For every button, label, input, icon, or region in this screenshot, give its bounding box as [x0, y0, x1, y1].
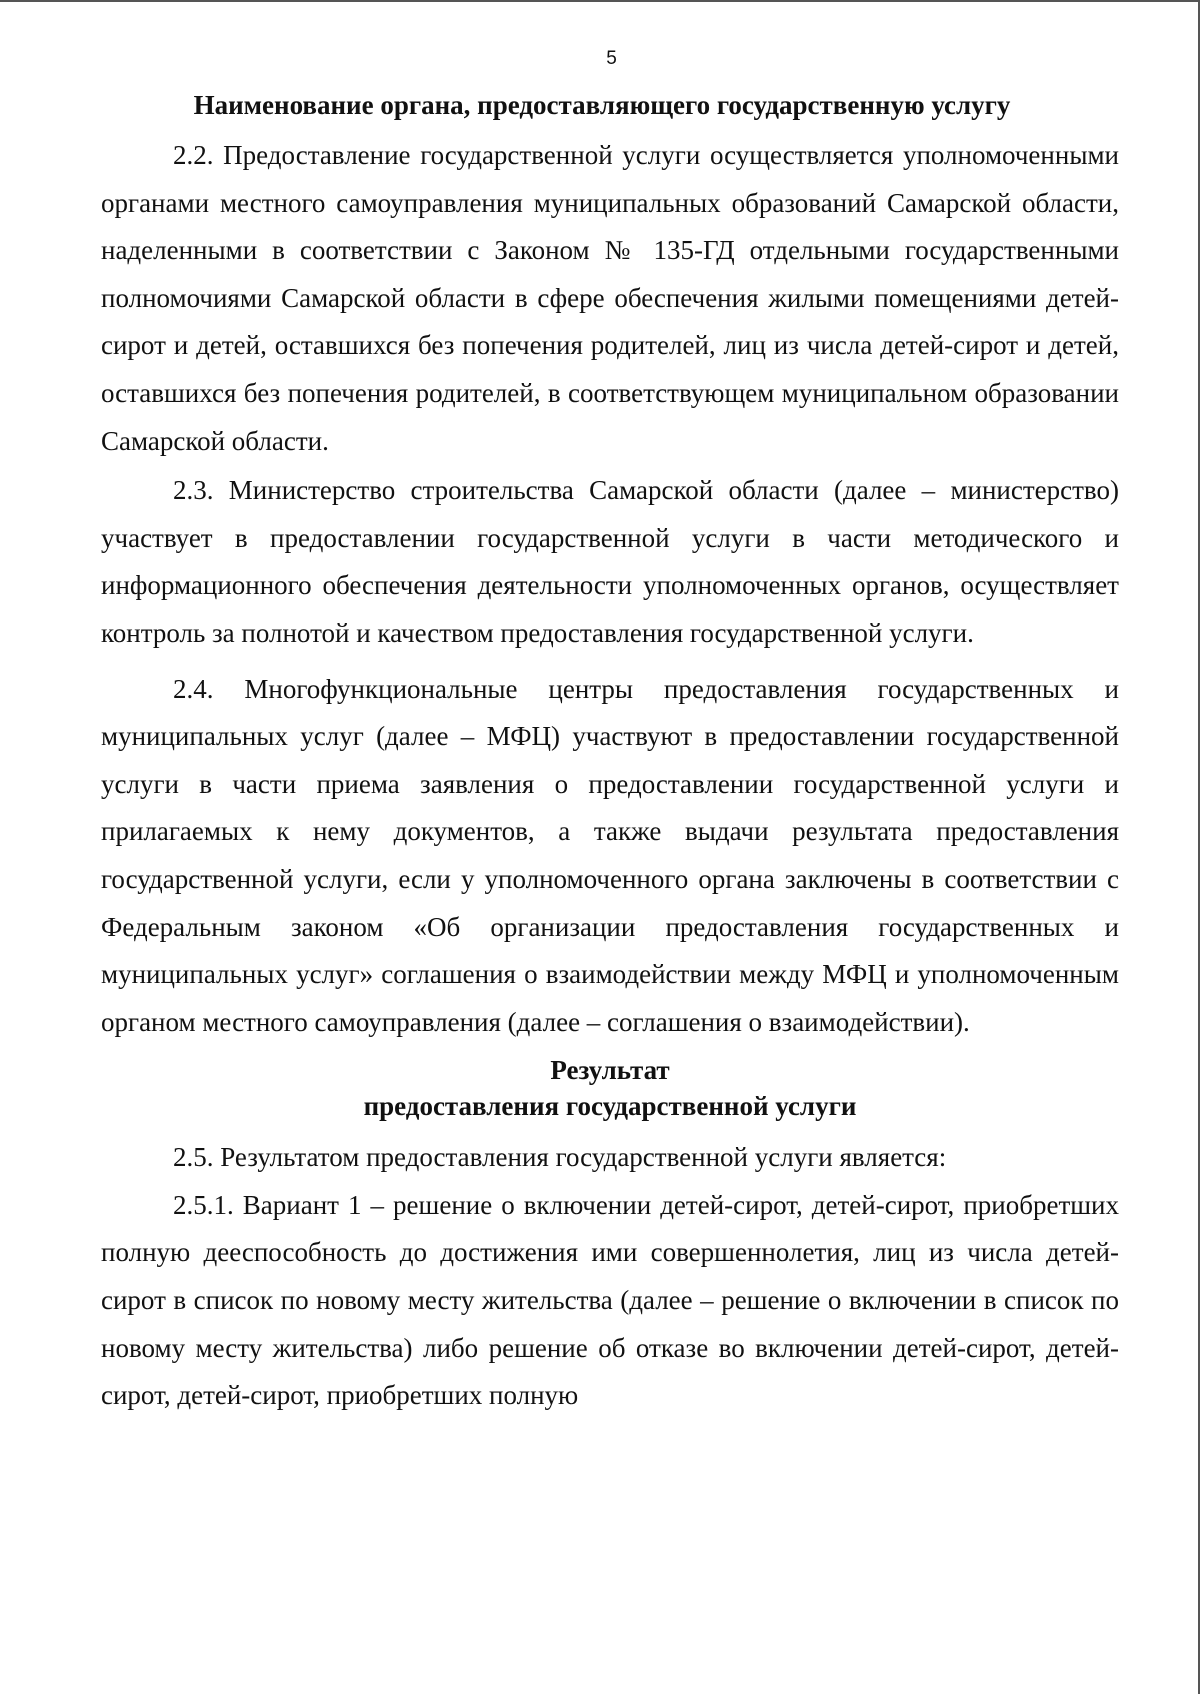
paragraph-2-4 — [101, 666, 1119, 1047]
paragraph-2-5 — [101, 1134, 1119, 1182]
paragraph-2-5-text: 2.5. Результатом предоставления государственной услуги является: — [173, 1142, 947, 1173]
paragraph-2-4-text: 2.4. Многофункциональные центры предоставления государственных и муниципальных услуг (далее – МФЦ) участвуют в предоставлении государственной услуги в части приема заявления о предоставлении государственной услуги и прилагаемых к нему документов, а также выдачи результата предоставления государственной услуги, если у уполномоченного органа заключены в соответствии с Федеральным законом «Об организации предоставления государственных и муниципальных услуг» соглашения о взаимодействии между МФЦ и уполномоченным органом местного самоуправления (далее – соглашения о взаимодействии). — [101, 673, 1119, 1037]
paragraph-2-2-text: 2.2. Предоставление государственной услуги осуществляется уполномоченными органами местного самоуправления муниципальных образований Самарской области, наделенными в соответствии с Законом № 135-ГД отдельными государственными полномочиями Самарской области в сфере обеспечения жилыми помещениями детей-сирот и детей, оставшихся без попечения родителей, лиц из числа детей-сирот и детей, оставшихся без попечения родителей, в соответствующем муниципальном образовании Самарской области. — [101, 140, 1119, 456]
section-heading-result-line-1: Результат — [550, 1055, 670, 1086]
section-heading-result-line-2: предоставления государственной услуги — [363, 1091, 857, 1122]
page-number: 5 — [606, 48, 617, 69]
document-body — [101, 86, 1119, 1420]
page-top-edge — [0, 0, 1200, 2]
paragraph-2-5-1-text: 2.5.1. Вариант 1 – решение о включении детей-сирот, детей-сирот, приобретших полную дееспособность до достижения ими совершеннолетия, лиц из числа детей-сирот в список по новому месту жительства (далее – решение о включении в список по новому месту жительства) либо решение об отказе во включении детей-сирот, детей-сирот, детей-сирот, приобретших полную — [101, 1189, 1119, 1411]
paragraph-2-2 — [101, 132, 1119, 465]
section-heading-authority: Наименование органа, предоставляющего государственную услугу — [193, 90, 1011, 120]
paragraph-2-3 — [101, 467, 1119, 657]
section-heading-result — [101, 1052, 1119, 1124]
paragraph-2-5-1 — [101, 1182, 1119, 1420]
paragraph-2-3-text: 2.3. Министерство строительства Самарской области (далее – министерство) участвует в предоставлении государственной услуги в части методического и информационного обеспечения деятельности уполномоченных органов, осуществляет контроль за полнотой и качеством предоставления государственной услуги. — [101, 475, 1119, 648]
